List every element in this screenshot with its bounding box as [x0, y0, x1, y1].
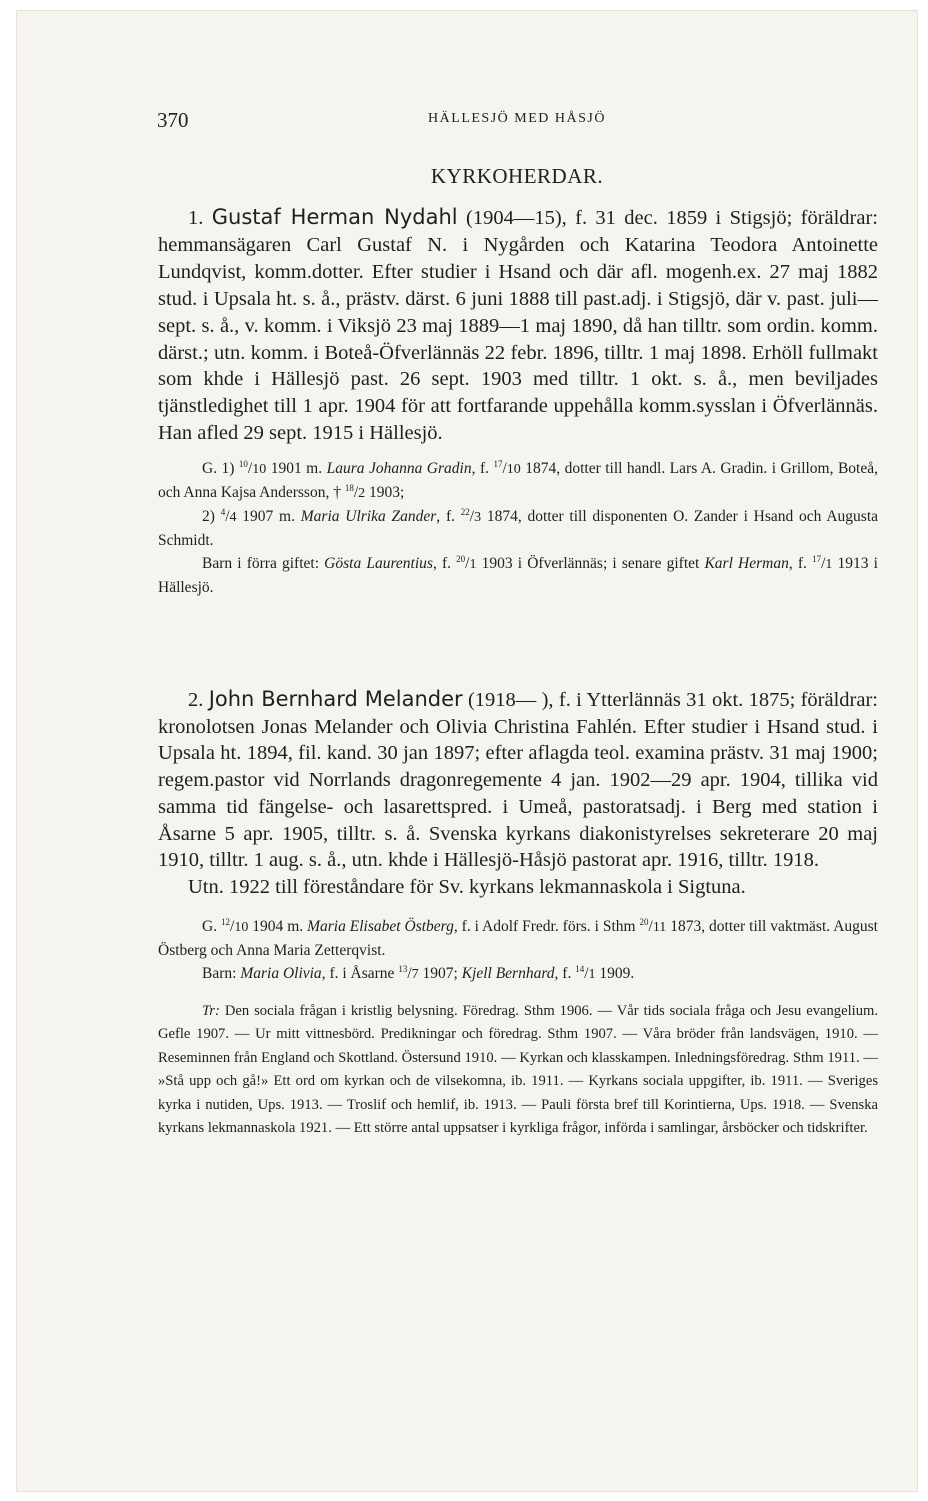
entry-bio-continued: Utn. 1922 till föreståndare för Sv. kyrkans lekmannaskola i Sigtuna.	[188, 875, 746, 898]
entry-bio: (1918— ), f. i Ytterlännäs 31 okt. 1875; föräldrar: kronolotsen Jonas Melander och Olivia Christina Fahlén. Efter studier i Hsand stud. i Upsala ht. 1894, fil. kand. 30 jan 1897; efter aflagda teol. examina prästv. 31 maj 1900; regem.pastor vid Norrlands dragonregemente 4 jan. 1902—29 apr. 1904, tillika vid samma tid fängelse- och lasarettspred. i Umeå, pastoratsadj. i Berg med station i Åsarne 5 apr. 1905, tilltr. s. å. Svenska kyrkans diakonistyrelses sekreterare 20 maj 1910, tilltr. 1 aug. s. å., utn. khde i Hällesjö-Håsjö pastorat apr. 1916, tilltr. 1918.	[158, 689, 878, 872]
published-works	[158, 1000, 878, 1141]
entry-number: 1.	[188, 207, 204, 229]
running-title: HÄLLESJÖ MED HÅSJÖ	[428, 111, 606, 126]
entry-name: John Bernhard Melander	[208, 687, 463, 711]
entry-melander	[158, 686, 878, 1141]
family-marriage: G. $^{12}$/10 1904 m. Maria Elisabet Östberg, f. i Adolf Fredr. förs. i Sthm $^{20}$/11 1873, dotter till vaktmäst. August Östberg och Anna Maria Zetterqvist.	[158, 916, 878, 959]
family-marriages: G. 1) $^{10}$/10 1901 m. Laura Johanna Gradin, f. $^{17}$/10 1874, dotter till handl. Lars A. Gradin. i Grillom, Boteå, och Anna Kajsa Andersson, † $^{18}$/2 1903;	[158, 459, 878, 502]
works-list: Den sociala frågan i kristlig belysning. Föredrag. Sthm 1906. — Vår tids sociala fråga och Jesu evangelium. Gefle 1907. — Ur mitt vittnesbörd. Predikningar och föredrag. Sthm 1907. — Våra bröder från landsvägen, 1910. — Reseminnen från England och Skottland. Östersund 1910. — Kyrkan och klasskampen. Inledningsföredrag. Sthm 1911. — »Stå upp och gå!» Ett ord om kyrkan och de vilsekomna, ib. 1911. — Kyrkans sociala uppgifter, ib. 1911. — Sveriges kyrka i nutiden, Ups. 1913. — Troslif och hemlif, ib. 1913. — Pauli första bref till Korintierna, Ups. 1918. — Svenska kyrkans lekmannaskola 1921. — Ett större antal uppsatser i kyrkliga frågor, införda i samlingar, årsböcker och tidskrifter.	[158, 1002, 878, 1137]
works-label: Tr:	[202, 1002, 220, 1019]
wife-name: Maria Ulrika Zander	[300, 508, 437, 526]
section-title: KYRKOHERDAR.	[430, 164, 604, 188]
page-number: 370	[157, 108, 189, 132]
child-name: Maria Olivia	[240, 964, 322, 982]
family-second-marriage: 2) $^4$/4 1907 m. Maria Ulrika Zander, f. $^{22}$/3 1874, dotter till disponenten O. Zander i Hsand och Augusta Schmidt.	[158, 507, 879, 550]
child-name: Kjell Bernhard	[461, 964, 555, 982]
wife-name: Laura Johanna Gradin	[326, 460, 472, 478]
entry-name: Gustaf Herman Nydahl	[211, 205, 458, 229]
entry-biography	[158, 204, 878, 447]
child-name: Karl Herman	[704, 555, 789, 573]
family-children: Barn i förra giftet: Gösta Laurentius, f. $^{20}$/1 1903 i Öfverlännäs; i senare giftet Karl Herman, f. $^{17}$/1 1913 i Hällesjö.	[158, 554, 878, 597]
child-name: Gösta Laurentius	[324, 555, 433, 573]
wife-name: Maria Elisabet Östberg	[307, 917, 454, 935]
family-children: Barn: Maria Olivia, f. i Åsarne $^{13}$/7 1907; Kjell Bernhard, f. $^{14}$/1 1909.	[202, 963, 635, 982]
entry-biography	[158, 686, 878, 874]
entry-bio: (1904—15), f. 31 dec. 1859 i Stigsjö; föräldrar: hemmansägaren Carl Gustaf N. i Nygården och Katarina Teodora Antoinette Lundqvist, komm.dotter. Efter studier i Hsand och där afl. mogenh.ex. 27 maj 1882 stud. i Upsala ht. s. å., prästv. därst. 6 juni 1888 till past.adj. i Stigsjö, där v. past. juli—sept. s. å., v. komm. i Viksjö 23 maj 1889—1 maj 1890, då han tilltr. som ordin. komm. därst.; utn. komm. i Boteå-Öfverlännäs 22 febr. 1896, tilltr. 1 maj 1898. Erhöll fullmakt som khde i Hällesjö past. 26 sept. 1903 med tilltr. 1 okt. s. å., men beviljades tjänstledighet till 1 apr. 1904 för att fortfarande uppehålla komm.sysslan i Öfverlännäs. Han afled 29 sept. 1915 i Hällesjö.	[158, 207, 879, 445]
page-header	[157, 108, 877, 130]
entry-nydahl	[158, 204, 878, 599]
entry-number: 2.	[188, 689, 204, 711]
